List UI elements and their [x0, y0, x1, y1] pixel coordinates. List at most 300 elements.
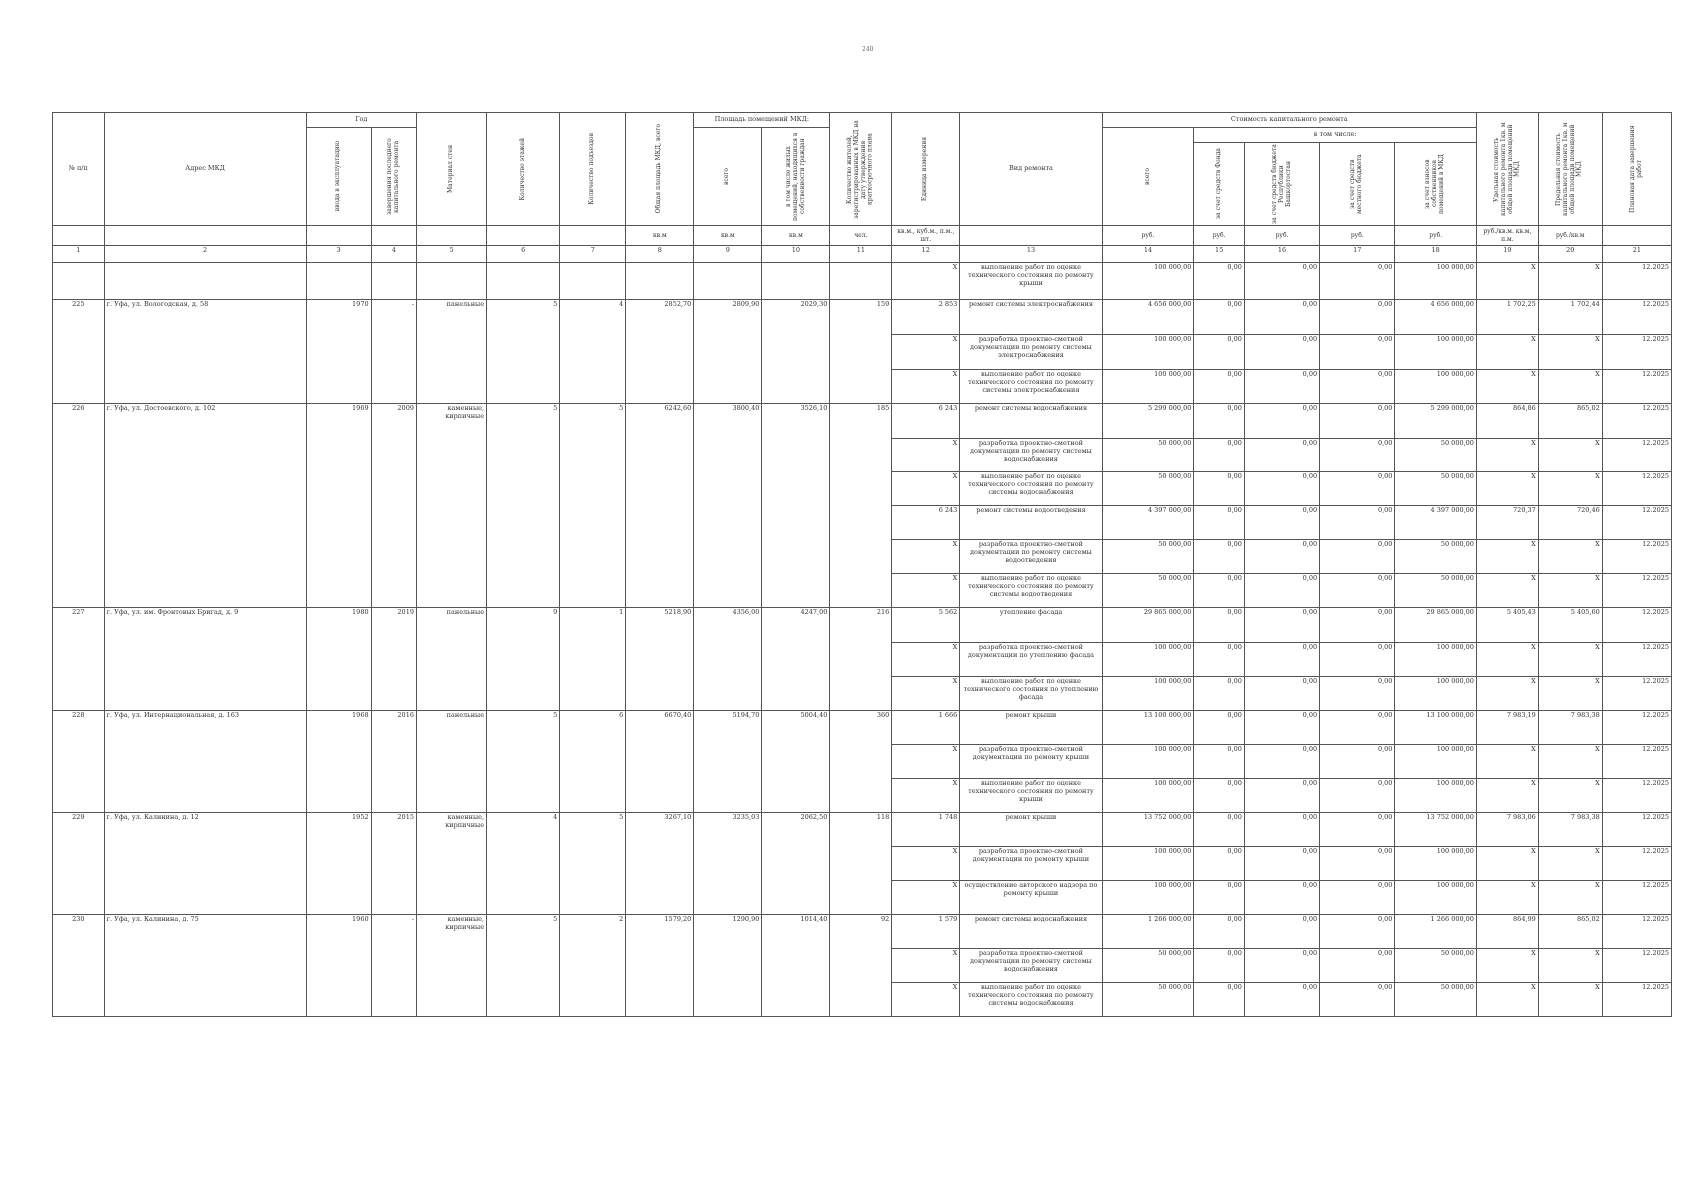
cost-fund-cell: 0,00 [1194, 915, 1245, 949]
header-year-commission: ввода в эксплуатацию [306, 128, 371, 226]
max-cost-cell: 5 405,60 [1538, 608, 1602, 643]
planned-date-cell: 12.2025 [1602, 370, 1671, 404]
unit-cost-cell: X [1476, 263, 1538, 300]
cost-fund-cell: 0,00 [1194, 881, 1245, 915]
repair-type-cell: разработка проектно-сметной документации по ремонту крыши [960, 847, 1102, 881]
address-cell [104, 263, 306, 300]
unit-cell: кв.м [694, 226, 762, 246]
year-commission-cell [306, 745, 371, 779]
cost-total-cell: 50 000,00 [1102, 439, 1194, 472]
residents-cell [830, 472, 892, 506]
column-numbers-row [53, 246, 1672, 263]
premises-total-cell: 5194,70 [694, 711, 762, 745]
wall-material-cell [416, 540, 486, 574]
max-cost-cell: 1 702,44 [1538, 300, 1602, 335]
total-area-cell [626, 677, 694, 711]
table-row [53, 813, 1672, 847]
max-cost-cell: 865,02 [1538, 915, 1602, 949]
address-cell [104, 370, 306, 404]
column-number: 3 [306, 246, 371, 263]
residents-cell [830, 574, 892, 608]
wall-material-cell: каменные, кирпичные [416, 813, 486, 847]
cost-owners-cell: 100 000,00 [1395, 370, 1477, 404]
header-cost-republic: за счет средств бюджета Республики Башкортостан [1244, 143, 1319, 226]
column-number: 17 [1320, 246, 1395, 263]
address-cell: г. Уфа, ул. Калинина, д. 75 [104, 915, 306, 949]
year-last-repair-cell [371, 847, 416, 881]
entrances-cell [560, 779, 626, 813]
unit-cell: руб./кв.м [1538, 226, 1602, 246]
address-cell [104, 779, 306, 813]
cost-owners-cell: 100 000,00 [1395, 677, 1477, 711]
row-number-cell: 225 [53, 300, 105, 335]
premises-owned-cell [762, 439, 830, 472]
column-number: 15 [1194, 246, 1245, 263]
residents-cell: 216 [830, 608, 892, 643]
cost-local-cell: 0,00 [1320, 643, 1395, 677]
entrances-cell [560, 881, 626, 915]
cost-owners-cell: 50 000,00 [1395, 540, 1477, 574]
year-last-repair-cell [371, 506, 416, 540]
planned-date-cell: 12.2025 [1602, 335, 1671, 370]
floors-cell: 5 [487, 404, 560, 439]
premises-owned-cell: 4247,00 [762, 608, 830, 643]
premises-total-cell [694, 540, 762, 574]
max-cost-cell: X [1538, 745, 1602, 779]
premises-owned-cell [762, 263, 830, 300]
floors-cell: 5 [487, 915, 560, 949]
cost-total-cell: 100 000,00 [1102, 779, 1194, 813]
cost-owners-cell: 100 000,00 [1395, 881, 1477, 915]
floors-cell [487, 540, 560, 574]
cost-fund-cell: 0,00 [1194, 439, 1245, 472]
cost-fund-cell: 0,00 [1194, 983, 1245, 1017]
premises-total-cell: 3235,03 [694, 813, 762, 847]
entrances-cell: 4 [560, 300, 626, 335]
row-number-cell [53, 506, 105, 540]
column-number: 4 [371, 246, 416, 263]
year-commission-cell: 1969 [306, 404, 371, 439]
address-cell [104, 983, 306, 1017]
planned-date-cell: 12.2025 [1602, 608, 1671, 643]
row-number-cell [53, 847, 105, 881]
column-number: 16 [1244, 246, 1319, 263]
entrances-cell [560, 745, 626, 779]
header-planned-date: Плановая дата завершения работ [1602, 113, 1671, 226]
unit-measure-cell: X [892, 983, 960, 1017]
planned-date-cell: 12.2025 [1602, 472, 1671, 506]
wall-material-cell [416, 472, 486, 506]
floors-cell: 4 [487, 813, 560, 847]
floors-cell [487, 335, 560, 370]
year-commission-cell: 1980 [306, 608, 371, 643]
cost-owners-cell: 100 000,00 [1395, 847, 1477, 881]
row-number-cell [53, 370, 105, 404]
row-number-cell [53, 677, 105, 711]
year-last-repair-cell [371, 370, 416, 404]
year-last-repair-cell [371, 677, 416, 711]
wall-material-cell [416, 643, 486, 677]
table-row [53, 335, 1672, 370]
address-cell: г. Уфа, ул. Интернациональная, д. 163 [104, 711, 306, 745]
header-premises-group: Площадь помещений МКД: [694, 113, 830, 128]
premises-owned-cell [762, 949, 830, 983]
row-number-cell [53, 779, 105, 813]
cost-total-cell: 50 000,00 [1102, 574, 1194, 608]
cost-owners-cell: 100 000,00 [1395, 335, 1477, 370]
entrances-cell [560, 949, 626, 983]
premises-owned-cell [762, 472, 830, 506]
cost-local-cell: 0,00 [1320, 677, 1395, 711]
premises-owned-cell: 3526,10 [762, 404, 830, 439]
cost-republic-cell: 0,00 [1244, 335, 1319, 370]
address-cell [104, 847, 306, 881]
entrances-cell [560, 574, 626, 608]
cost-local-cell: 0,00 [1320, 506, 1395, 540]
planned-date-cell: 12.2025 [1602, 540, 1671, 574]
year-commission-cell [306, 370, 371, 404]
planned-date-cell: 12.2025 [1602, 263, 1671, 300]
repair-type-cell: выполнение работ по оценке технического состояния по ремонту системы водоотведения [960, 574, 1102, 608]
header-residents: Количество жителей, зарегистрированных в МКД на дату утверждения краткосрочного плана [830, 113, 892, 226]
unit-cost-cell: X [1476, 881, 1538, 915]
cost-republic-cell: 0,00 [1244, 300, 1319, 335]
year-commission-cell [306, 643, 371, 677]
cost-owners-cell: 5 299 000,00 [1395, 404, 1477, 439]
header-entrances: Количество подъездов [560, 113, 626, 226]
unit-measure-cell: X [892, 847, 960, 881]
total-area-cell [626, 506, 694, 540]
residents-cell [830, 540, 892, 574]
column-number: 1 [53, 246, 105, 263]
cost-fund-cell: 0,00 [1194, 608, 1245, 643]
column-number: 11 [830, 246, 892, 263]
max-cost-cell: X [1538, 677, 1602, 711]
premises-owned-cell: 5004,40 [762, 711, 830, 745]
total-area-cell [626, 472, 694, 506]
year-commission-cell [306, 847, 371, 881]
year-last-repair-cell: 2009 [371, 404, 416, 439]
wall-material-cell: панельные [416, 300, 486, 335]
residents-cell [830, 983, 892, 1017]
total-area-cell [626, 335, 694, 370]
wall-material-cell [416, 506, 486, 540]
planned-date-cell: 12.2025 [1602, 949, 1671, 983]
cost-owners-cell: 100 000,00 [1395, 263, 1477, 300]
total-area-cell [626, 779, 694, 813]
repair-type-cell: ремонт системы электроснабжения [960, 300, 1102, 335]
total-area-cell [626, 745, 694, 779]
cost-fund-cell: 0,00 [1194, 404, 1245, 439]
cost-fund-cell: 0,00 [1194, 540, 1245, 574]
planned-date-cell: 12.2025 [1602, 439, 1671, 472]
cost-owners-cell: 100 000,00 [1395, 779, 1477, 813]
address-cell [104, 540, 306, 574]
entrances-cell: 5 [560, 404, 626, 439]
column-number: 7 [560, 246, 626, 263]
table-row [53, 263, 1672, 300]
year-last-repair-cell [371, 745, 416, 779]
table-row [53, 745, 1672, 779]
unit-cell: кв.м., куб.м., п.м., шт. [892, 226, 960, 246]
wall-material-cell: панельные [416, 711, 486, 745]
premises-owned-cell: 2029,30 [762, 300, 830, 335]
table-row [53, 472, 1672, 506]
unit-cell: руб./кв.м. кв.м, п.м. [1476, 226, 1538, 246]
floors-cell [487, 847, 560, 881]
unit-cell: чел. [830, 226, 892, 246]
cost-total-cell: 100 000,00 [1102, 745, 1194, 779]
header-year-group: Год [306, 113, 416, 128]
entrances-cell: 5 [560, 813, 626, 847]
cost-republic-cell: 0,00 [1244, 745, 1319, 779]
address-cell: г. Уфа, ул. Калинина, д. 12 [104, 813, 306, 847]
wall-material-cell [416, 370, 486, 404]
cost-local-cell: 0,00 [1320, 574, 1395, 608]
year-last-repair-cell [371, 779, 416, 813]
total-area-cell: 2852,70 [626, 300, 694, 335]
unit-cell: кв.м [762, 226, 830, 246]
unit-cost-cell: X [1476, 983, 1538, 1017]
entrances-cell [560, 677, 626, 711]
header-address: Адрес МКД [104, 113, 306, 226]
wall-material-cell [416, 949, 486, 983]
cost-total-cell: 50 000,00 [1102, 472, 1194, 506]
year-commission-cell [306, 949, 371, 983]
wall-material-cell [416, 574, 486, 608]
wall-material-cell [416, 881, 486, 915]
entrances-cell: 6 [560, 711, 626, 745]
cost-fund-cell: 0,00 [1194, 949, 1245, 983]
repair-type-cell: ремонт крыши [960, 813, 1102, 847]
unit-cost-cell: X [1476, 949, 1538, 983]
year-last-repair-cell [371, 540, 416, 574]
repair-type-cell: разработка проектно-сметной документации по ремонту крыши [960, 745, 1102, 779]
max-cost-cell: X [1538, 472, 1602, 506]
entrances-cell [560, 643, 626, 677]
premises-total-cell [694, 370, 762, 404]
max-cost-cell: 865,02 [1538, 404, 1602, 439]
year-commission-cell [306, 472, 371, 506]
header-year-last-repair: завершения последнего капитального ремонта [371, 128, 416, 226]
repair-type-cell: выполнение работ по оценке технического состояния по ремонту системы водоснабжения [960, 472, 1102, 506]
wall-material-cell [416, 263, 486, 300]
planned-date-cell: 12.2025 [1602, 574, 1671, 608]
premises-total-cell: 1290,90 [694, 915, 762, 949]
premises-owned-cell [762, 540, 830, 574]
entrances-cell [560, 472, 626, 506]
row-number-cell: 228 [53, 711, 105, 745]
year-commission-cell [306, 677, 371, 711]
cost-total-cell: 100 000,00 [1102, 881, 1194, 915]
total-area-cell: 3267,10 [626, 813, 694, 847]
premises-total-cell: 4356,00 [694, 608, 762, 643]
year-last-repair-cell: - [371, 300, 416, 335]
premises-owned-cell [762, 779, 830, 813]
address-cell [104, 949, 306, 983]
unit-cost-cell: X [1476, 745, 1538, 779]
total-area-cell [626, 847, 694, 881]
unit-measure-cell: X [892, 949, 960, 983]
address-cell [104, 439, 306, 472]
cost-local-cell: 0,00 [1320, 300, 1395, 335]
cost-fund-cell: 0,00 [1194, 847, 1245, 881]
cost-fund-cell: 0,00 [1194, 745, 1245, 779]
row-number-cell [53, 983, 105, 1017]
premises-owned-cell: 2062,50 [762, 813, 830, 847]
unit-cost-cell: X [1476, 677, 1538, 711]
year-last-repair-cell [371, 643, 416, 677]
planned-date-cell: 12.2025 [1602, 983, 1671, 1017]
column-number: 6 [487, 246, 560, 263]
cost-republic-cell: 0,00 [1244, 643, 1319, 677]
unit-measure-cell: 1 748 [892, 813, 960, 847]
column-number: 5 [416, 246, 486, 263]
unit-measure-cell: 5 562 [892, 608, 960, 643]
residents-cell: 185 [830, 404, 892, 439]
cost-local-cell: 0,00 [1320, 404, 1395, 439]
floors-cell [487, 439, 560, 472]
cost-republic-cell: 0,00 [1244, 949, 1319, 983]
unit-measure-cell: X [892, 263, 960, 300]
unit-cost-cell: X [1476, 370, 1538, 404]
unit-cost-cell: 864,99 [1476, 915, 1538, 949]
header-premises-owned: в том числе жилых помещений, находящихся в собственности граждан [762, 128, 830, 226]
total-area-cell [626, 540, 694, 574]
floors-cell [487, 949, 560, 983]
year-commission-cell [306, 506, 371, 540]
cost-fund-cell: 0,00 [1194, 813, 1245, 847]
total-area-cell [626, 263, 694, 300]
year-last-repair-cell [371, 983, 416, 1017]
unit-cost-cell: X [1476, 472, 1538, 506]
year-last-repair-cell: 2015 [371, 813, 416, 847]
cost-local-cell: 0,00 [1320, 263, 1395, 300]
floors-cell [487, 881, 560, 915]
cost-fund-cell: 0,00 [1194, 643, 1245, 677]
table-row [53, 540, 1672, 574]
repair-type-cell: ремонт системы водоснабжения [960, 915, 1102, 949]
cost-total-cell: 1 266 000,00 [1102, 915, 1194, 949]
residents-cell: 360 [830, 711, 892, 745]
cost-fund-cell: 0,00 [1194, 506, 1245, 540]
cost-fund-cell: 0,00 [1194, 300, 1245, 335]
repair-type-cell: выполнение работ по оценке технического состояния по утеплению фасада [960, 677, 1102, 711]
cost-local-cell: 0,00 [1320, 847, 1395, 881]
entrances-cell [560, 506, 626, 540]
cost-fund-cell: 0,00 [1194, 263, 1245, 300]
wall-material-cell: панельные [416, 608, 486, 643]
cost-total-cell: 100 000,00 [1102, 335, 1194, 370]
header-total-area: Общая площадь МКД, всего [626, 113, 694, 226]
max-cost-cell: X [1538, 643, 1602, 677]
cost-owners-cell: 4 656 000,00 [1395, 300, 1477, 335]
floors-cell: 5 [487, 711, 560, 745]
table-row [53, 506, 1672, 540]
premises-total-cell [694, 335, 762, 370]
table-row [53, 608, 1672, 643]
table-row [53, 881, 1672, 915]
planned-date-cell: 12.2025 [1602, 404, 1671, 439]
wall-material-cell [416, 779, 486, 813]
row-number-cell [53, 574, 105, 608]
unit-measure-cell: X [892, 881, 960, 915]
floors-cell [487, 472, 560, 506]
cost-republic-cell: 0,00 [1244, 540, 1319, 574]
table-row [53, 370, 1672, 404]
cost-republic-cell: 0,00 [1244, 983, 1319, 1017]
unit-cost-cell: X [1476, 540, 1538, 574]
premises-owned-cell [762, 574, 830, 608]
wall-material-cell: каменные, кирпичные [416, 915, 486, 949]
max-cost-cell: X [1538, 779, 1602, 813]
unit-cost-cell: 1 702,25 [1476, 300, 1538, 335]
cost-local-cell: 0,00 [1320, 439, 1395, 472]
premises-owned-cell [762, 370, 830, 404]
cost-local-cell: 0,00 [1320, 711, 1395, 745]
cost-total-cell: 4 656 000,00 [1102, 300, 1194, 335]
year-last-repair-cell [371, 881, 416, 915]
max-cost-cell: X [1538, 335, 1602, 370]
premises-total-cell [694, 881, 762, 915]
residents-cell [830, 335, 892, 370]
header-cost-total: всего [1102, 128, 1194, 226]
cost-owners-cell: 13 752 000,00 [1395, 813, 1477, 847]
max-cost-cell: X [1538, 370, 1602, 404]
cost-local-cell: 0,00 [1320, 608, 1395, 643]
premises-total-cell: 2809,90 [694, 300, 762, 335]
unit-cell: руб. [1320, 226, 1395, 246]
cost-republic-cell: 0,00 [1244, 608, 1319, 643]
cost-republic-cell: 0,00 [1244, 847, 1319, 881]
column-number: 20 [1538, 246, 1602, 263]
entrances-cell [560, 847, 626, 881]
address-cell [104, 335, 306, 370]
unit-cost-cell: X [1476, 643, 1538, 677]
header-wall-material: Материал стен [416, 113, 486, 226]
cost-republic-cell: 0,00 [1244, 472, 1319, 506]
residents-cell [830, 643, 892, 677]
planned-date-cell: 12.2025 [1602, 643, 1671, 677]
max-cost-cell: X [1538, 949, 1602, 983]
unit-measure-cell: X [892, 574, 960, 608]
table-row [53, 779, 1672, 813]
premises-total-cell [694, 439, 762, 472]
cost-fund-cell: 0,00 [1194, 711, 1245, 745]
planned-date-cell: 12.2025 [1602, 915, 1671, 949]
column-number: 8 [626, 246, 694, 263]
repair-type-cell: ремонт крыши [960, 711, 1102, 745]
unit-cost-cell: X [1476, 439, 1538, 472]
cost-owners-cell: 4 397 000,00 [1395, 506, 1477, 540]
floors-cell [487, 574, 560, 608]
premises-owned-cell [762, 881, 830, 915]
header-unit-cost: Удельная стоимость капитального ремонта 1кв. м общей площади помещений МКД [1476, 113, 1538, 226]
cost-republic-cell: 0,00 [1244, 370, 1319, 404]
max-cost-cell: X [1538, 983, 1602, 1017]
premises-total-cell [694, 847, 762, 881]
planned-date-cell: 12.2025 [1602, 813, 1671, 847]
year-commission-cell: 1952 [306, 813, 371, 847]
floors-cell [487, 643, 560, 677]
planned-date-cell: 12.2025 [1602, 506, 1671, 540]
residents-cell [830, 263, 892, 300]
cost-owners-cell: 50 000,00 [1395, 574, 1477, 608]
year-commission-cell [306, 779, 371, 813]
residents-cell [830, 847, 892, 881]
max-cost-cell: X [1538, 540, 1602, 574]
row-number-cell: 227 [53, 608, 105, 643]
